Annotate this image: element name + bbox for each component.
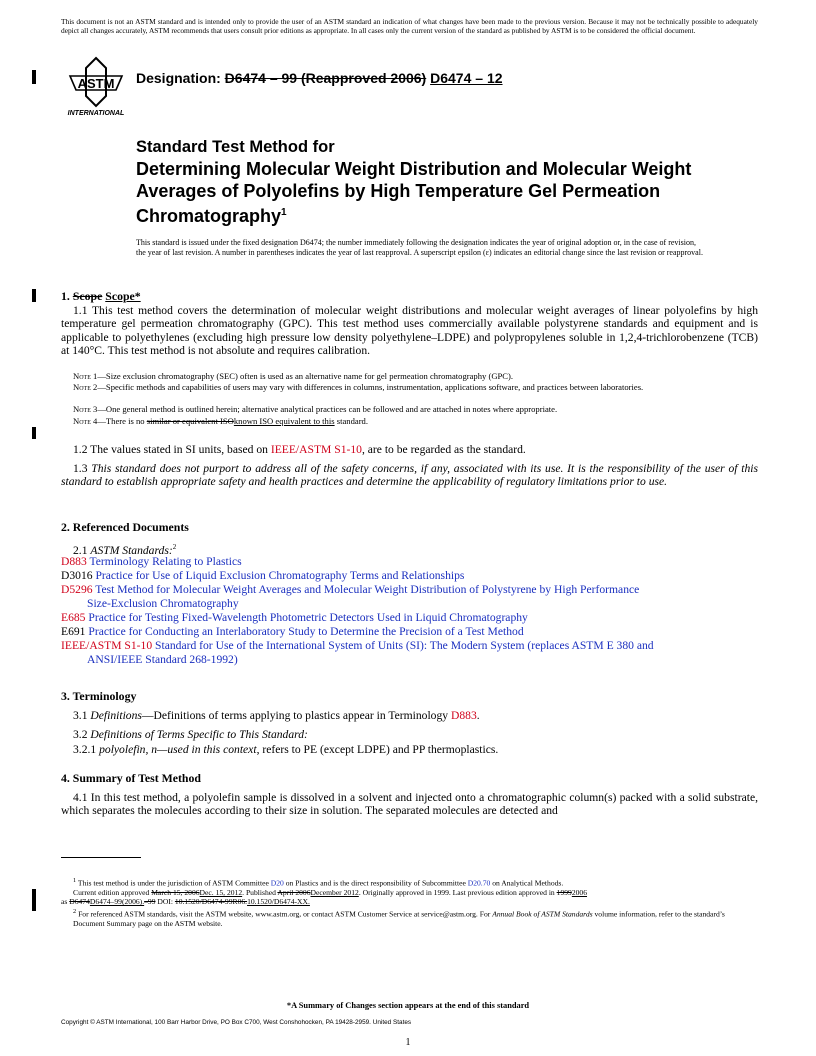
paragraph-1-3: 1.3 This standard does not purport to address all of the safety concerns, if any, associated with its use. It is the responsibility of the user of this standard to establish appropriate safety and health practices and determine the applicability of regulatory limitations prior to use. (61, 462, 758, 489)
paragraph-2-1: 2.1 ASTM Standards:$^2$ (73, 543, 177, 557)
designation-old: D6474 – 99 (Reapproved 2006) (224, 70, 427, 86)
ref-link-d883[interactable]: D883 (450, 709, 477, 722)
title-footnote-mark: 1 (281, 207, 287, 218)
note-3: Note 3—One general method is outlined herein; alternative analytical practices can be followed and are attached in notes where appropriate. (73, 404, 558, 414)
reference-title[interactable]: Practice for Testing Fixed-Wavelength Photometric Detectors Used in Liquid Chromatography (85, 611, 528, 624)
change-bar (32, 289, 36, 302)
reference-item (61, 583, 758, 597)
section-1-heading: 1. Scope Scope* (61, 289, 141, 303)
reference-title-continued[interactable]: ANSI/IEEE Standard 268-1992) (87, 653, 238, 666)
note-4: Note 4—There is no similar or equivalent ISOknown ISO equivalent to this standard. (73, 416, 369, 426)
summary-of-changes-note: *A Summary of Changes section appears at the end of this standard (286, 1001, 530, 1010)
note-2: Note 2—Specific methods and capabilities of users may vary with differences in columns, instrumentation, applications software, and practices between laboratories. (73, 382, 644, 392)
change-bar (32, 70, 36, 84)
logo-caption: INTERNATIONAL (67, 110, 125, 116)
change-bar (32, 889, 36, 911)
reference-title[interactable]: Terminology Relating to Plastics (86, 555, 242, 568)
note-4-inserted: known ISO equivalent to this (233, 416, 335, 426)
footnote-1: $^1$ This test method is under the jurisdiction of ASTM Committee D20 on Plastics and is the direct responsibility of Subcommittee D20.70 on Analytical Methods. Current edition approved March 15, 2006Dec. 15, 2012. Published April 2006December 2012. Originally approved in 1999. Last previous edition approved in 19992006 as D6474D6474–99(2006).–99 DOI: 10.1520/D6474-99R06.10.1520/D6474-XX. (61, 877, 588, 907)
footnote-2: $^2$ For referenced ASTM standards, visit the ASTM website, www.astm.org, or contact ASTM Customer Service at service@astm.org. For Annual Book of ASTM Standards volume information, refer to the standard’s Document Summary page on the ASTM website. (73, 908, 725, 928)
designation (136, 70, 503, 86)
note-1: Note 1—Size exclusion chromatography (SEC) often is used as an alternative name for gel permeation chromatography (GPC). (73, 371, 514, 381)
subcommittee-link-d2070[interactable]: D20.70 (467, 878, 491, 888)
reference-title[interactable]: Practice for Use of Liquid Exclusion Chromatography Terms and Relationships (92, 569, 465, 582)
issued-note: This standard is issued under the fixed designation D6474; the number immediately following the designation indicates the year of original adoption or, in the case of revision, the year of last revision. A number in parentheses indicates the year of last reapproval. A superscript epsilon (ε) indicates an editorial change since the last revision or reapproval. (136, 238, 703, 257)
reference-code[interactable]: IEEE/ASTM S1-10 (61, 639, 153, 652)
reference-item (61, 569, 758, 583)
logo-lettering: ASTM (77, 76, 115, 91)
reference-item (61, 625, 758, 639)
referenced-documents-list (61, 555, 758, 667)
section-4-heading: 4. Summary of Test Method (61, 771, 201, 785)
redline-disclaimer: This document is not an ASTM standard and is intended only to provide the user of an ASTM standard an indication of what changes have been made to the previous version. Because it may not be technically possible to adequately depict all changes accurately, ASTM recommends that users consult prior editions as appropriate. In all cases only the current version of the standard as published by ASTM is to be considered the official document. (61, 17, 758, 35)
reference-code[interactable]: E685 (61, 611, 86, 624)
section-1-title-old: Scope (72, 289, 103, 303)
ref-link-ieee[interactable]: IEEE/ASTM S1-10 (270, 443, 362, 456)
section-1-title-new: Scope* (105, 289, 141, 303)
reference-title[interactable]: Practice for Conducting an Interlaboratory Study to Determine the Precision of a Test Method (85, 625, 524, 638)
paragraph-3-2-1: 3.2.1 polyolefin, n—used in this context, refers to PE (except LDPE) and PP thermoplastics. (73, 743, 499, 756)
paragraph-1-1: 1.1 This test method covers the determination of molecular weight distributions and molecular weight averages of linear polyolefins by high temperature gel permeation chromatography (GPC). This test method uses commercially available polystyrene standards and equipment and is applicable to polyethylenes (excluding high pressure low density polyethylene–LDPE) and polypropylenes soluble in 1,2,4-trichlorobenzene (TCB) at 140°C. This test method is not absolute and requires calibration. (61, 304, 758, 358)
paragraph-1-2: 1.2 The values stated in SI units, based on IEEE/ASTM S1-10, are to be regarded as the standard. (73, 443, 526, 456)
reference-item (61, 555, 758, 569)
designation-label: Designation: (136, 70, 221, 86)
section-2-heading: 2. Referenced Documents (61, 520, 189, 534)
paragraph-4-1: 4.1 In this test method, a polyolefin sample is dissolved in a solvent and injected onto a chromatographic column(s) packed with a solid substrate, which separates the molecules according to their size in solution. The separated molecules are detected and (61, 791, 758, 818)
change-bar (32, 427, 36, 439)
reference-code[interactable]: E691 (61, 625, 86, 638)
reference-item (61, 639, 758, 653)
note-4-deleted: similar or equivalent ISO (146, 416, 234, 426)
footnote-rule (61, 857, 141, 858)
reference-code[interactable]: D3016 (61, 569, 93, 582)
reference-title[interactable]: Test Method for Molecular Weight Averages and Molecular Weight Distribution of Polystyrene by High Performance (92, 583, 640, 596)
reference-title-continued[interactable]: Size-Exclusion Chromatography (87, 597, 239, 610)
title-main: Determining Molecular Weight Distribution and Molecular Weight Averages of Polyolefins by High Temperature Gel Permeation Chromatography (136, 159, 692, 226)
document-title (136, 136, 696, 227)
reference-code[interactable]: D883 (61, 555, 87, 568)
section-3-heading: 3. Terminology (61, 689, 137, 703)
reference-item (61, 611, 758, 625)
page-number: 1 (405, 1037, 411, 1048)
title-line1: Standard Test Method for (136, 138, 335, 156)
reference-title[interactable]: Standard for Use of the International System of Units (SI): The Modern System (replaces ASTM E 380 and (152, 639, 654, 652)
designation-new: D6474 – 12 (430, 70, 503, 86)
committee-link-d20[interactable]: D20 (270, 878, 284, 888)
astm-logo (62, 56, 130, 116)
copyright: Copyright © ASTM International, 100 Barr Harbor Drive, PO Box C700, West Conshohocken, PA 19428-2959. United States (61, 1019, 412, 1026)
reference-code[interactable]: D5296 (61, 583, 93, 596)
paragraph-3-2: 3.2 Definitions of Terms Specific to This Standard: (73, 728, 308, 741)
paragraph-3-1: 3.1 Definitions—Definitions of terms applying to plastics appear in Terminology D883. (73, 709, 480, 722)
